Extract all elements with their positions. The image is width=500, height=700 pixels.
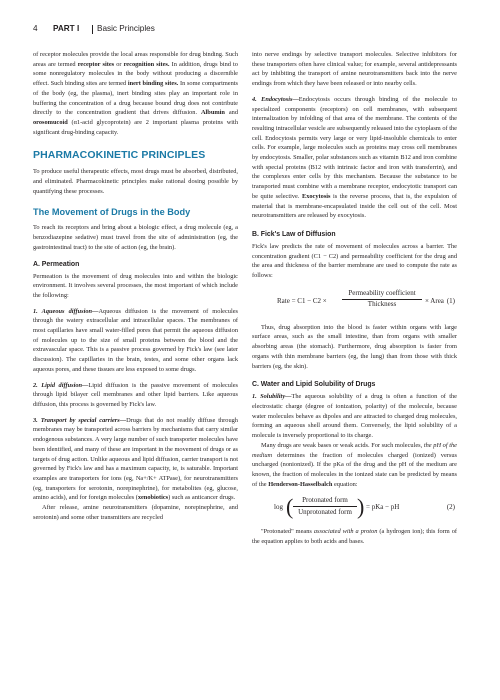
- movement-paragraph: To reach its receptors and bring about a biologic effect, a drug molecule (eg, a benzodiazepine sedative) must travel from the site of administration (eg, the gastrointestinal tract) to the site of action (eg, the brain).: [33, 224, 238, 251]
- equation-1-numerator: Permeability coefficient: [348, 288, 416, 297]
- fraction-bar: [293, 506, 357, 507]
- weak-acids-bases-paragraph: Many drugs are weak bases or weak acids. For such molecules, the pH of the medium determines the fraction of molecules charged (ionized) versus uncharged (nonionized). If the pKa of the drug and the pH of the medium are known, the fraction of molecules in the ionized state can be predicted by means of the Henderson-Hasselbalch equation:: [252, 441, 457, 488]
- page-number: 4: [33, 24, 38, 33]
- equation-2-number: (2): [446, 503, 455, 512]
- subsection-heading-movement: The Movement of Drugs in the Body: [33, 207, 191, 218]
- pharmacokinetic-paragraph: To produce useful therapeutic effects, most drugs must be absorbed, distributed, and eliminated. Pharmacokinetic principles make rational dosing possible by quantifying these processes.: [33, 168, 238, 195]
- equation-1-lhs: Rate = C1 − C2 ×: [277, 296, 327, 305]
- fraction-bar: [342, 299, 422, 300]
- endocytosis-paragraph: 4. Endocytosis—Endocytosis occurs through binding of the molecule to specialized components (receptors) on cell membranes, with subsequent internalization by infolding of that area of the membrane. The contents of the resulting intracellular vesicle are subsequently released into the cytoplasm of the cell. Endocytosis permits very large or very lipid-insoluble chemicals to enter cells. For example, large molecules such as proteins may cross cell membranes by endocytosis. Smaller, polar substances such as vitamin B12 and iron combine with special proteins (B12 with intrinsic factor and iron with transferrin), and the complexes enter cells by this mechanism. Because the substance to be transported must combine with a membrane receptor, endocytotic transport can be quite selective. Exocytosis is the reverse process, that is, the expulsion of material that is membrane-encapsulated inside the cell out of the cell. Most neurotransmitters are released by exocytosis.: [252, 95, 457, 220]
- heading-permeation: A. Permeation: [33, 260, 80, 268]
- heading-water-lipid-solubility: C. Water and Lipid Solubility of Drugs: [252, 381, 376, 389]
- equation-1-fraction: [342, 289, 422, 310]
- permeation-paragraph: Permeation is the movement of drug molecules into and within the biologic environment. It involves several processes, the most important of which include the following:: [33, 272, 238, 299]
- left-parenthesis: (: [286, 494, 294, 520]
- equation-2-fraction: [293, 496, 357, 517]
- running-header: [33, 24, 473, 38]
- aqueous-diffusion-paragraph: 1. Aqueous diffusion—Aqueous diffusion is the movement of molecules through the watery extracellular and intracellular spaces. The membranes of most capillaries have small water-filled pores that permit the aqueous diffusion of molecules up to the size of small proteins between the blood and the extravascular space. This is a passive process governed by Fick's law (see later discussion). The capillaries in the brain, testes, and some other organs lack aqueous pores, and these tissues are less exposed to some drugs.: [33, 307, 238, 373]
- ficks-law-paragraph: Fick's law predicts the rate of movement of molecules across a barrier. The concentration gradient (C1 − C2) and permeability coefficient for the drug and the area and thickness of the barrier membrane are used to compute the rate as follows:: [252, 242, 457, 280]
- part-title: Basic Principles: [97, 24, 155, 33]
- equation-1-number: (1): [446, 296, 455, 305]
- equation-1-rhs: × Area: [425, 296, 444, 305]
- solubility-paragraph: 1. Solubility—The aqueous solubility of a drug is often a function of the electrostatic charge (degree of ionization, polarity) of the molecule, because water molecules behave as dipoles and are attracted to charged drug molecules, forming an aqueous shell around them. Conversely, the lipid solubility of a molecule is inversely proportional to its charge.: [252, 393, 457, 440]
- protonated-paragraph: "Protonated" means associated with a proton (a hydrogen ion); this form of the equation applies to both acids and bases.: [252, 528, 458, 546]
- part-label: PART I: [53, 24, 80, 33]
- special-carriers-paragraph: 3. Transport by special carriers—Drugs that do not readily diffuse through membranes may be transported across barriers by mechanisms that carry similar endogenous substances. A very large number of such transporter molecules have been identified, and many of these are important in the movement of drugs or as targets of drug action. Unlike aqueous and lipid diffusion, carrier transport is not governed by Fick's law and has a maximum capacity, ie, is saturable. Important examples are transporters for ions (eg, Na+/K+ ATPase), for neurotransmitters (eg, transporters for serotonin, norepinephrine), for metabolites (eg, glucose, amino acids), and for foreign molecules (xenobiotics) such as anticancer drugs.: [33, 416, 238, 502]
- heading-ficks-law: B. Fick's Law of Diffusion: [252, 230, 336, 238]
- header-divider: [92, 25, 93, 34]
- equation-2-rhs: = pKa − pH: [366, 503, 400, 512]
- ficks-law-paragraph-2: Thus, drug absorption into the blood is faster within organs with large surface areas, such as the small intestine, than from organs with smaller absorbing areas (the stomach). Furthermore, drug absorption is faster from organs with thin membrane barriers (eg, the lung) than from those with thick barriers (eg, the skin).: [252, 323, 457, 370]
- left-column: [33, 50, 238, 522]
- equation-2-denominator: Unprotonated form: [298, 508, 352, 516]
- lipid-diffusion-paragraph: 2. Lipid diffusion—Lipid diffusion is the passive movement of molecules through lipid bilayer cell membranes and other lipid barriers. Like aqueous diffusion, this process is governed by Fick's law.: [33, 381, 238, 408]
- continued-paragraph: into nerve endings by selective transport molecules. Selective inhibitors for these transporters often have clinical value; for example, several antidepressants act by inhibiting the transport of amine neurotransmitters back into the nerve endings from which they have been released or into nearby cells.: [252, 51, 457, 88]
- after-release-paragraph: After release, amine neurotransmitters (dopamine, norepinephrine, and serotonin) and some other transmitters are recycled: [33, 504, 238, 521]
- equation-1-denominator: Thickness: [367, 300, 397, 309]
- intro-paragraph: of receptor molecules provide the local areas responsible for drug binding. Such areas are termed receptor sites or recognition sites. In addition, drugs bind to some nonregulatory molecules in the body without producing a discernible effect. Such binding sites are termed inert binding sites. In some compartments of the body (eg, the plasma), inert binding sites play an important role in buffering the concentration of a drug because bound drug does not contribute directly to the concentration gradient that drives diffusion. Albumin and orosomucoid (α1-acid glycoprotein) are 2 important plasma proteins with significant drug-binding capacity.: [33, 51, 238, 136]
- right-parenthesis: ): [357, 494, 365, 520]
- equation-2-numerator: Protonated form: [302, 496, 348, 505]
- equation-2-log: log: [274, 503, 283, 512]
- section-heading-pharmacokinetic: PHARMACOKINETIC PRINCIPLES: [33, 149, 206, 162]
- equation-ficks-law: [252, 287, 457, 317]
- equation-henderson-hasselbalch: [252, 494, 457, 522]
- right-column: [252, 50, 457, 547]
